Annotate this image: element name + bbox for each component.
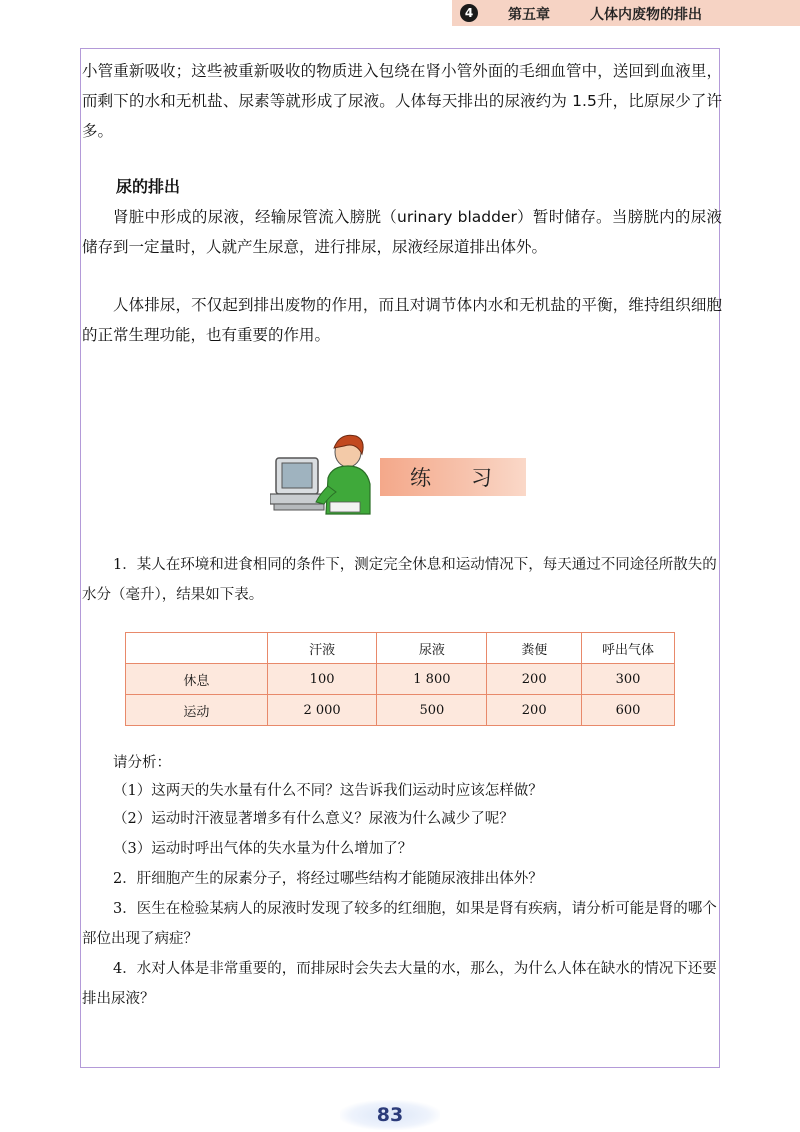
- table-header-cell: 粪便: [487, 633, 582, 664]
- header-title: 人体内废物的排出: [590, 7, 702, 23]
- table-cell: 1 800: [377, 664, 487, 695]
- table-cell: 2 000: [267, 695, 377, 726]
- table-header-cell: [126, 633, 268, 664]
- table-header-cell: 呼出气体: [582, 633, 675, 664]
- analyze-prompt: 请分析：: [113, 755, 171, 771]
- table-row: [126, 695, 675, 726]
- table-row: [126, 664, 675, 695]
- table-cell: 300: [582, 664, 675, 695]
- table-header-row: [126, 633, 675, 664]
- table-header-cell: 尿液: [377, 633, 487, 664]
- sub-question-2: （2）运动时汗液显著增多有什么意义？尿液为什么减少了呢？: [113, 811, 514, 827]
- water-loss-table: [125, 632, 675, 726]
- paragraph-2: 肾脏中形成的尿液，经输尿管流入膀胱（urinary bladder）暂时储存。当膀胱内的尿液储存到一定量时，人就产生尿意，进行排尿，尿液经尿道排出体外。: [82, 208, 722, 256]
- sub-question-1: （1）这两天的失水量有什么不同？这告诉我们运动时应该怎样做？: [113, 783, 543, 799]
- table-cell: 200: [487, 664, 582, 695]
- exercise-label: 练习: [410, 466, 532, 490]
- student-computer-illustration: [270, 430, 380, 520]
- table-cell: 200: [487, 695, 582, 726]
- page-number: 83: [340, 1100, 440, 1130]
- question-2: 2．肝细胞产生的尿素分子，将经过哪些结构才能随尿液排出体外？: [113, 871, 543, 887]
- paragraph-3: 人体排尿，不仅起到排出废物的作用，而且对调节体内水和无机盐的平衡，维持组织细胞的正常生理功能，也有重要的作用。: [82, 296, 722, 344]
- table-cell: 休息: [126, 664, 268, 695]
- sub-question-3: （3）运动时呼出气体的失水量为什么增加了？: [113, 841, 413, 857]
- paragraph-1: 小管重新吸收；这些被重新吸收的物质进入包绕在肾小管外面的毛细血管中，送回到血液里，而剩下的水和无机盐、尿素等就形成了尿液。人体每天排出的尿液约为 1.5升，比原尿少了许多。: [82, 62, 722, 140]
- table-cell: 100: [267, 664, 377, 695]
- question-3: 3．医生在检验某病人的尿液时发现了较多的红细胞，如果是肾有疾病，请分析可能是肾的哪个部位出现了病症？: [82, 901, 717, 947]
- table-cell: 运动: [126, 695, 268, 726]
- header-chapter: 第五章: [508, 7, 550, 23]
- question-4: 4．水对人体是非常重要的，而排尿时会失去大量的水，那么，为什么人体在缺水的情况下还要排出尿液？: [82, 961, 717, 1007]
- table-cell: 600: [582, 695, 675, 726]
- question-1-intro: 1．某人在环境和进食相同的条件下，测定完全休息和运动情况下，每天通过不同途径所散失的水分（毫升），结果如下表。: [82, 557, 717, 603]
- table-header-cell: 汗液: [267, 633, 377, 664]
- section-heading: 尿的排出: [116, 177, 181, 196]
- chapter-number-badge: 4: [460, 4, 478, 22]
- table-cell: 500: [377, 695, 487, 726]
